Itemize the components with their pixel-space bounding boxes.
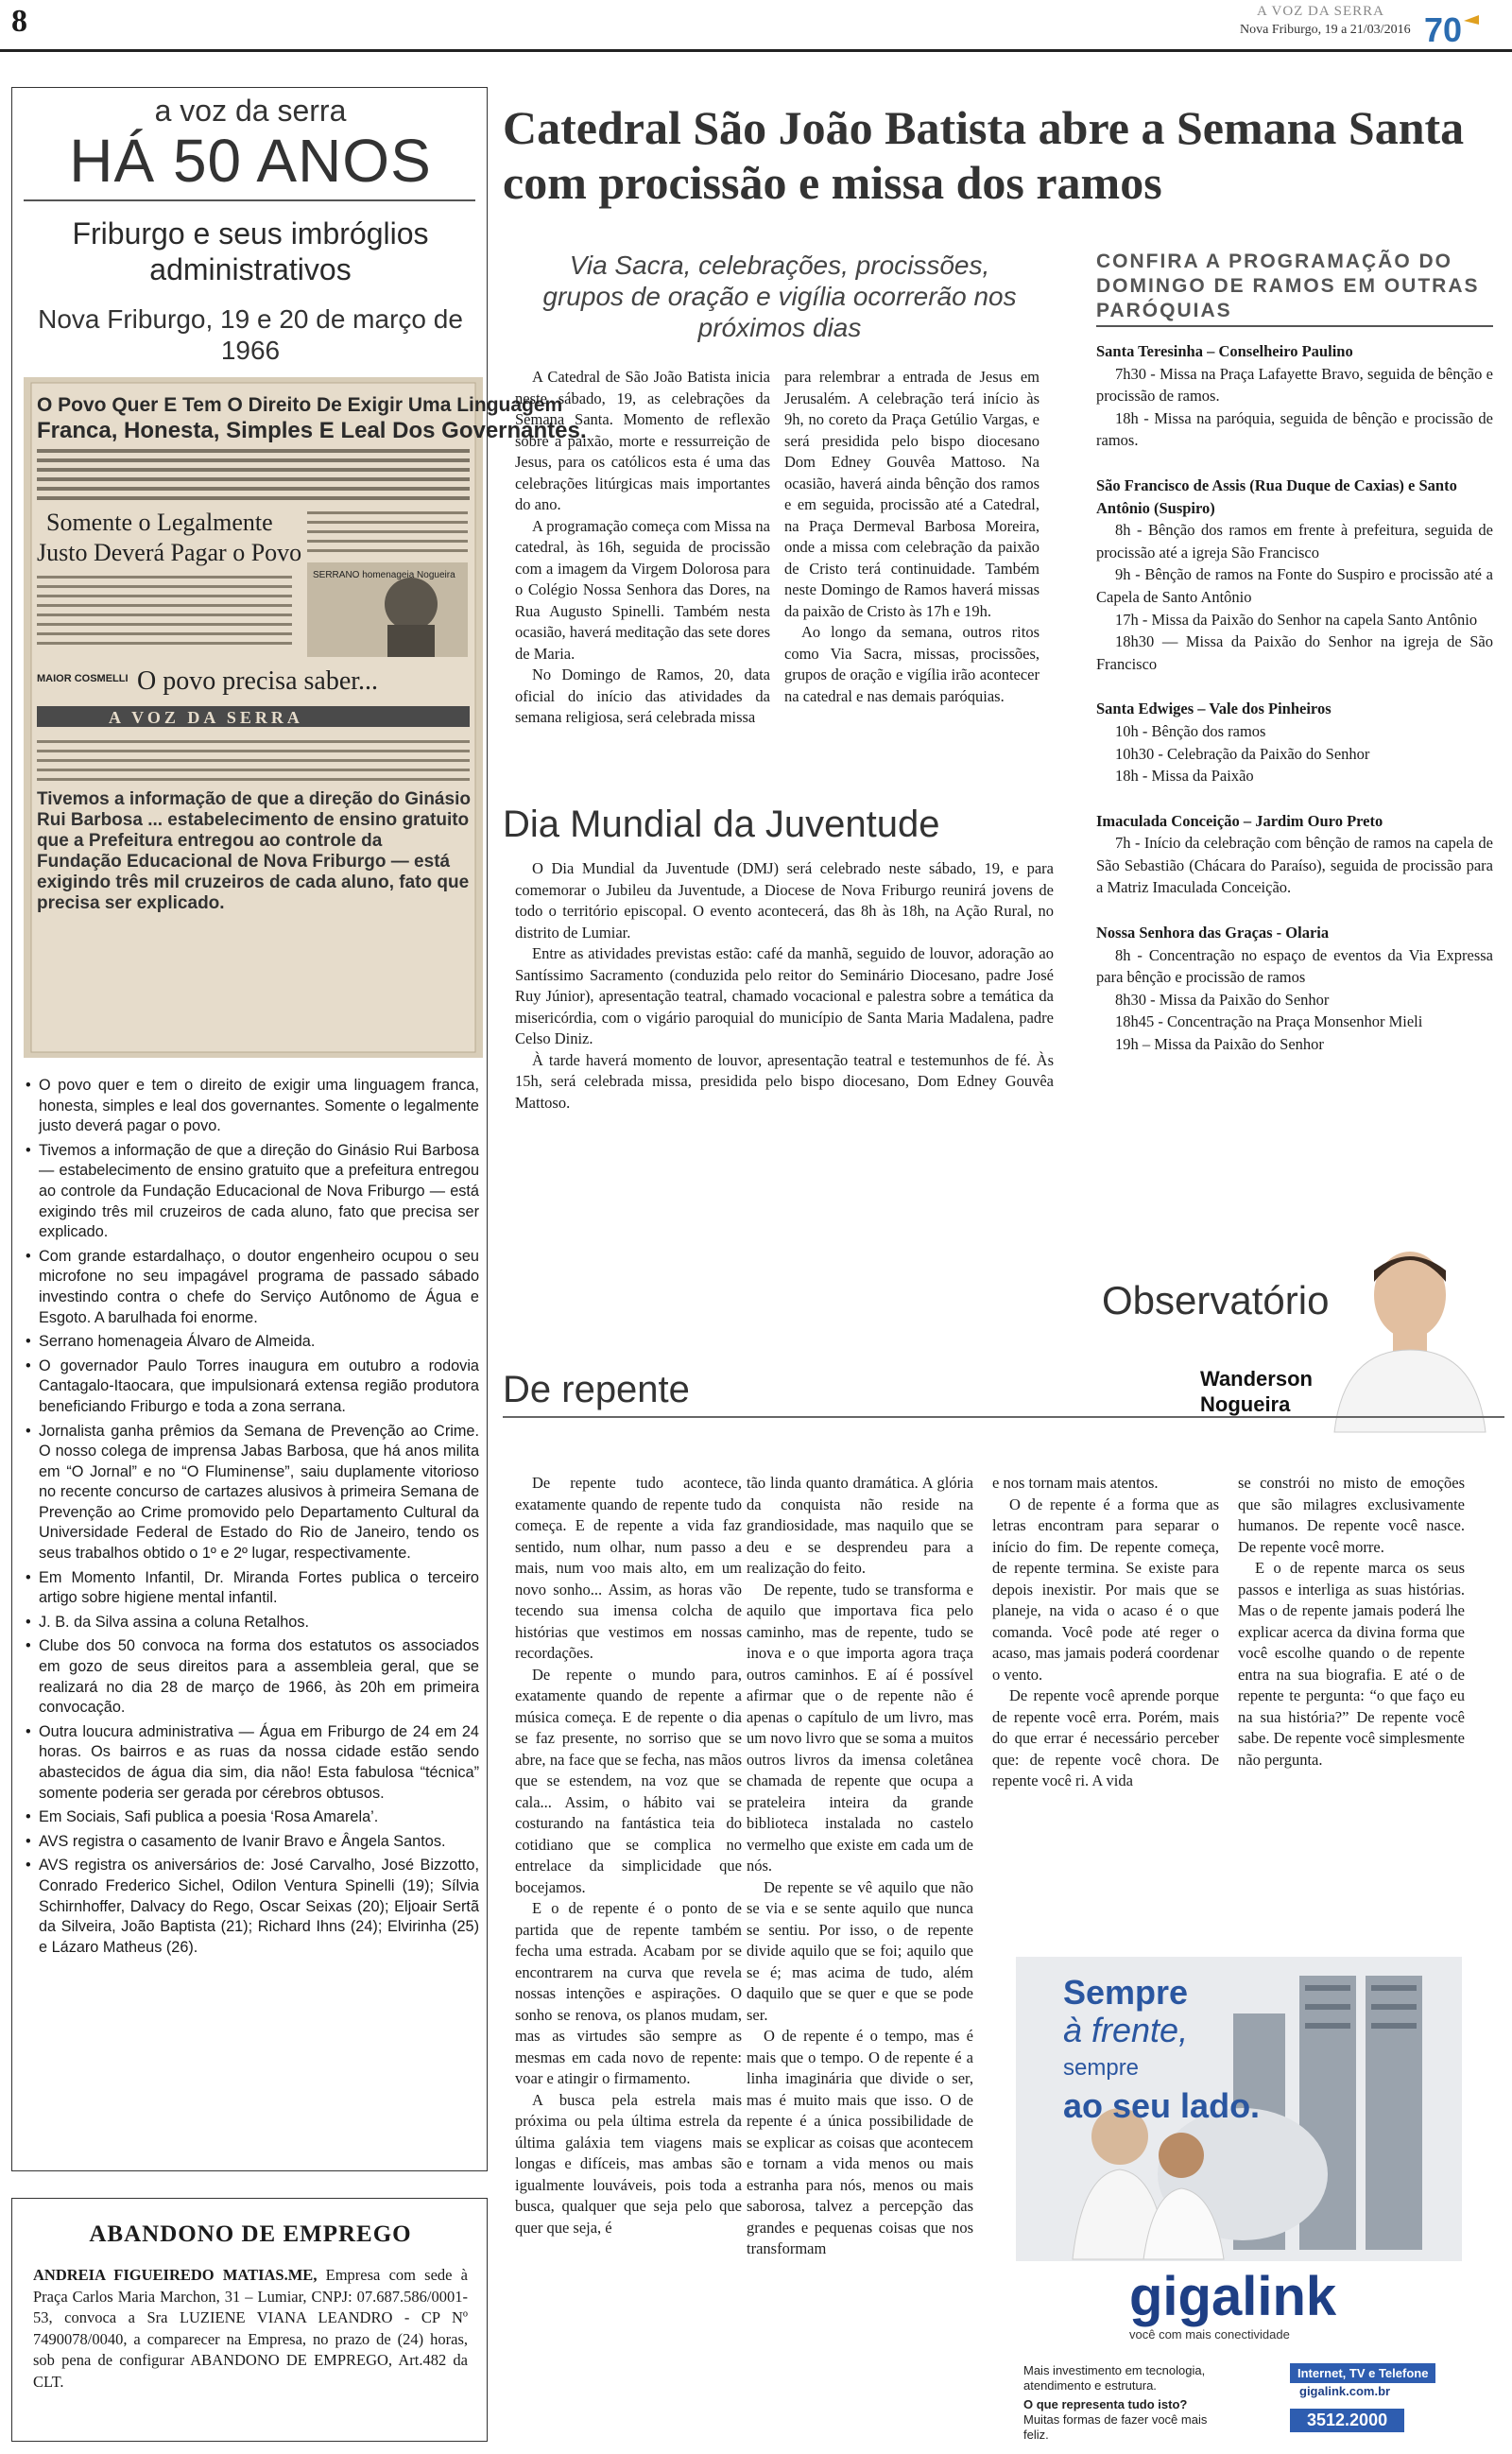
fifty-years-box	[11, 87, 587, 2171]
paragraph: tão linda quanto dramática. A glória da conquista não reside na grandiosidade, mas naquilo que se deu e se desprendeu para a realização do feito.	[747, 1474, 973, 1577]
schedule-parish: Nossa Senhora das Graças - Olaria	[1096, 924, 1330, 942]
schedule-item: 10h30 - Celebração da Paixão do Senhor	[1115, 744, 1370, 763]
gigalink-advertisement[interactable]	[1016, 1957, 1462, 2446]
schedule-item: 19h – Missa da Paixão do Senhor	[1115, 1035, 1324, 1054]
paragraph: E o de repente marca os seus passos e interliga as suas histórias. Mas o de repente jamais poderá lhe explicar acerca da divina forma que você escolhe quando o de repente entra na sua biografia. E até o de repente te pergunta: “o que faço eu na sua história?” De repente você sabe. De repente você simplesmente não pergunta.	[1238, 1559, 1465, 1769]
clipping-caption2: MAIOR COSMELLI	[37, 673, 129, 684]
fifty-years-title: HÁ 50 ANOS	[69, 127, 432, 195]
schedule-item: 10h - Bênção dos ramos	[1115, 721, 1266, 740]
ad-copy-line: Mais investimento em tecnologia, atendimento e estrutura.	[1023, 2363, 1206, 2393]
clipping-caption1: SERRANO homenageia Nogueira	[313, 570, 455, 580]
youth-day-headline: Dia Mundial da Juventude	[503, 804, 940, 845]
ad-slogan-line: ao seu lado.	[1063, 2086, 1261, 2125]
legal-notice-title: ABANDONO DE EMPREGO	[89, 2221, 412, 2247]
paragraph: se constrói no misto de emoções que são milagres exclusivamente humanos. De repente você nasce. De repente você morre.	[1238, 1474, 1465, 1556]
newspaper-name: A VOZ DA SERRA	[1257, 4, 1384, 19]
newspaper-clipping-image	[24, 377, 587, 1058]
paragraph: A Catedral de São João Batista inicia neste sábado, 19, as celebrações da Semana Santa. Momento de reflexão sobre a paixão, morte e ressurreição de Jesus, para os católicos esta é uma das celebrações litúrgicas mais importantes do ano.	[515, 368, 770, 513]
clipping-side-a: Somente o Legalmente	[46, 509, 273, 536]
edition-date: Nova Friburgo, 19 a 21/03/2016	[1240, 23, 1411, 37]
author-first-name: Wanderson	[1200, 1367, 1313, 1391]
paragraph: Entre as atividades previstas estão: café da manhã, seguido de louvor, adoração ao Santíssimo Sacramento (conduzida pelo reitor do Seminário Diocesano, padre José Ruy Júnior), apresentação teatral, chamado vocacional e palestra sobre a temática da misericórdia, com o vigário paroquial do município de Santa Maria Madalena, padre Celso Diniz.	[515, 944, 1054, 1047]
list-item: • Em Sociais, Safi publica a poesia ‘Rosa Amarela’.	[24, 1807, 479, 1828]
opinion-headline: De repente	[503, 1369, 690, 1410]
schedule-parish: São Francisco de Assis (Rua Duque de Caxias) e Santo Antônio (Suspiro)	[1096, 475, 1457, 517]
clipping-headline2: O povo precisa saber...	[137, 666, 379, 696]
paragraph: Ao longo da semana, outros ritos como Via Sacra, missas, procissões, grupos de oração e vigília irão acontecer na catedral e nas demais paróquias.	[784, 623, 1040, 705]
paragraph: De repente tudo acontece, exatamente quando de repente tudo começa. E de repente a vida faz sentido, num olhar, num passo a mais, num voo mais alto, em um novo sonho... Assim, as horas vão tecendo sua imensa colcha de histórias que vestimos em nossas recordações.	[515, 1474, 742, 1662]
paragraph: De repente você aprende porque de repente você erra. Porém, mais do que errar é necessário perceber que: de repente você chora. De repente você ri. A vida	[992, 1686, 1219, 1789]
schedule-section	[1096, 922, 1493, 1056]
opinion-column-2	[747, 1473, 973, 2260]
schedule-parish: Santa Edwiges – Vale dos Pinheiros	[1096, 700, 1332, 718]
clipping-line1: O Povo Quer E Tem O Direito De Exigir Uma Linguagem	[37, 394, 563, 416]
ad-slogan-line: à frente,	[1063, 2011, 1189, 2049]
schedule-item: 8h - Bênção dos ramos em frente à prefeitura, seguida de procissão até a igreja São Francisco	[1096, 521, 1493, 562]
paragraph: No Domingo de Ramos, 20, data oficial do início das atividades da semana religiosa, será celebrada missa	[515, 665, 770, 726]
schedule-heading: CONFIRA A PROGRAMAÇÃO DO DOMINGO DE RAMOS EM OUTRAS PARÓQUIAS	[1096, 250, 1493, 327]
author-photo	[1297, 1238, 1504, 1432]
list-item: • Jornalista ganha prêmios da Semana de Prevenção ao Crime. O nosso colega de imprensa Jabas Barbosa, que há anos milita em “O Jornal” e no “O Fluminense”, saiu duplamente vitorioso no recente concurso de cartazes alusivos à primeira Semana de Prevenção ao Crime promovido pelo Departamento Cultural da Universidade Federal de Estado do Rio de Janeiro, tendo os seus trabalhos obtido o 1º e 2º lugar, respectivamente.	[24, 1422, 479, 1564]
ad-website-link[interactable]: gigalink.com.br	[1299, 2384, 1391, 2398]
gigalink-logo: gigalink	[1129, 2266, 1337, 2327]
schedule-section	[1096, 340, 1493, 452]
schedule-item: 7h30 - Missa na Praça Lafayette Bravo, seguida de bênção e procissão de ramos.	[1096, 364, 1493, 406]
paragraph: A programação começa com Missa na catedral, às 16h, seguida de procissão com a imagem da Virgem Dolorosa para o Colégio Nossa Senhora das Dores, na Rua Augusto Spinelli. Também nesta ocasião, haverá meditação das sete dores de Maria.	[515, 516, 770, 663]
schedule-item: 8h - Concentração no espaço de eventos da Via Expressa para bênção e procissão de ramos	[1096, 945, 1493, 987]
main-article-column-2	[784, 367, 1040, 707]
list-item: • O governador Paulo Torres inaugura em outubro a rodovia Cantagalo-Itaocara, que impulsionará extensa região produtora beneficiando Friburgo e toda a zona serrana.	[24, 1357, 479, 1418]
list-item: • Serrano homenageia Álvaro de Almeida.	[24, 1332, 479, 1353]
legal-notice-body: Empresa com sede à Praça Carlos Maria Marchon, 31 – Lumiar, CNPJ: 07.687.586/0001-53, convoca a Sra LUZIENE VIANA LEANDRO - CP Nº 7490078/0040, a comparecer na Empresa, no prazo de (24) horas, sob pena de configurar ABANDONO DE EMPREGO, Art.482 da CLT.	[33, 2266, 468, 2391]
schedule-parish: Imaculada Conceição – Jardim Ouro Preto	[1096, 811, 1383, 830]
paragraph: De repente o mundo para, exatamente quando de repente a música começa. E de repente o dia se faz presente, no sorriso que se abre, na face que se fecha, nas mãos que se estendem, na voz que se cala... Assim, o hábito vai se costurando na fantástica teia do cotidiano que se complica no entrelace da simplicidade que bocejamos.	[515, 1665, 742, 1896]
anniversary-logo-text: 70	[1424, 10, 1463, 49]
list-item: • Clube dos 50 convoca na forma dos estatutos os associados em gozo de seus direitos para a assembleia geral, que se realizará no dia 28 de março de 1966, às 20h em primeira convocação.	[24, 1636, 479, 1718]
ad-copy	[1023, 2363, 1231, 2443]
paragraph: De repente se vê aquilo que não se via e se sente aquilo que nunca se sentiu. Por isso, o de repente divide aquilo que se foi; aquilo que se é; mas acima de tudo, além daquilo que se quer e que se pode ser.	[747, 1877, 973, 2024]
ad-slogan	[1063, 1974, 1260, 2125]
schedule-parish: Santa Teresinha – Conselheiro Paulino	[1096, 342, 1353, 360]
fifty-years-headline: Friburgo e seus imbróglios administrativos	[72, 216, 429, 286]
opinion-column-4	[1238, 1473, 1465, 1771]
schedule-item: 18h45 - Concentração na Praça Monsenhor Mieli	[1115, 1012, 1423, 1031]
anniversary-logo	[1422, 11, 1481, 49]
list-item: • AVS registra os aniversários de: José Carvalho, José Bizzotto, Conrado Frederico Sichel, Odilon Ventura Spinelli (19); Sílvia Schirnhoffer, Dalvacy do Rego, Oscar Seixas (20); Eljoair Sertã da Silveira, João Baptista (21); Richard Ihns (24); Elvirinha (25) e Lázaro Matheus (26).	[24, 1856, 479, 1958]
paragraph: E o de repente é o ponto de partida que de repente também fecha uma estrada. Acabam por se encontrarem na curva que revela nossas intenções e aspirações. O sonho se renova, os planos mudam, mas as virtudes são sempre as mesmas em cada novo de repente: voar e atingir o firmamento.	[515, 1899, 742, 2087]
paragraph: O de repente é a forma que as letras encontram para separar o início do fim. De repente começa, de repente termina. Se existe para depois inexistir. Por mais que se planeje, na vida o acaso é o que comanda. Você pode até reger o acaso, mas jamais poderá coordenar o vento.	[992, 1495, 1219, 1684]
gigalink-tagline: você com mais conectividade	[1129, 2327, 1290, 2342]
schedule-list	[1096, 340, 1493, 1079]
main-headline: Catedral São João Batista abre a Semana Santa com procissão e missa dos ramos	[503, 101, 1465, 209]
fifty-years-rule	[24, 199, 475, 201]
author-last-name: Nogueira	[1200, 1392, 1291, 1416]
paragraph: À tarde haverá momento de louvor, apresentação teatral e testemunhos de fé. Às 15h, será celebrada missa, presidida pelo bispo diocesano, Dom Edney Gouvêa Mattoso.	[515, 1050, 1054, 1112]
schedule-item: 7h - Início da celebração com bênção de ramos na capela de São Sebastião (Chácara do Paraíso), seguida de procissão para a Matriz Imaculada Conceição.	[1096, 834, 1493, 897]
main-article-column-1	[515, 367, 770, 729]
paragraph: De repente, tudo se transforma e aquilo que importava fica pelo caminho, mas de repente, tudo se inova e o que importa agora traça outros caminhos. E aí é possível afirmar que o de repente não é apenas o capítulo de um livro, mas um novo livro que se soma a muitos outros livros da imensa coletânea chamada de repente que ocupa a prateleira inteira da grande biblioteca instalada no castelo vermelho que existe em cada um de nós.	[747, 1580, 973, 1875]
list-item: • Em Momento Infantil, Dr. Miranda Fortes publica o terceiro artigo sobre higiene mental infantil.	[24, 1568, 479, 1609]
section-rule	[503, 1416, 1504, 1418]
schedule-item: 8h30 - Missa da Paixão do Senhor	[1115, 990, 1330, 1009]
list-item: • Tivemos a informação de que a direção do Ginásio Rui Barbosa — estabelecimento de ensino gratuito que a prefeitura entregou ao controle da Fundação Educacional de Nova Friburgo — está exigindo três mil cruzeiros de cada aluno, fato que precisa ser explicado.	[24, 1141, 479, 1243]
main-deck: Via Sacra, celebrações, procissões, grupos de oração e vigília ocorrerão nos próximos dias	[542, 251, 1017, 342]
page-number: 8	[11, 4, 27, 39]
list-item: • Outra loucura administrativa — Água em Friburgo de 24 em 24 horas. Os bairros e as ruas da nossa cidade estão sendo abastecidos de água dia sim, dia não! Esta fabulosa “técnica” somente poderia ser gerada por cérebros obtusos.	[24, 1722, 479, 1804]
schedule-item: 18h30 — Missa da Paixão do Senhor na igreja de São Francisco	[1096, 632, 1493, 673]
fifty-years-notes	[24, 1076, 479, 1961]
ad-slogan-line: sempre	[1063, 2055, 1140, 2081]
opinion-column-3	[992, 1473, 1219, 1792]
legal-notice-box	[11, 2198, 488, 2442]
clipping-story: Tivemos a informação de que a direção do Ginásio Rui Barbosa ... estabelecimento de ensino gratuito que a Prefeitura entregou ao controle da Fundação Educacional de Nova Friburgo — está exigindo três mil cruzeiros de cada aluno, fato que precisa ser explicado.	[37, 789, 471, 913]
paragraph: e nos tornam mais atentos.	[992, 1474, 1159, 1492]
legal-notice-company: ANDREIA FIGUEIREDO MATIAS.ME,	[33, 2266, 318, 2284]
author-name	[1200, 1366, 1313, 1417]
youth-day-body	[515, 858, 1054, 1114]
schedule-item: 17h - Missa da Paixão do Senhor na capela Santo Antônio	[1115, 610, 1478, 629]
opinion-column-1	[515, 1473, 742, 2238]
clipping-line2: Franca, Honesta, Simples E Leal Dos Governantes.	[37, 418, 587, 443]
schedule-section	[1096, 475, 1493, 675]
schedule-item: 18h - Missa na paróquia, seguida de bênção e procissão de ramos.	[1096, 408, 1493, 450]
legal-notice-text	[33, 2265, 468, 2393]
ad-copy-line: Muitas formas de fazer você mais feliz.	[1023, 2412, 1208, 2442]
ad-copy-line: O que representa tudo isto?	[1023, 2397, 1188, 2411]
paragraph: O Dia Mundial da Juventude (DMJ) será celebrado neste sábado, 19, e para comemorar o Jubileu da Juventude, a Diocese de Nova Friburgo reunirá jovens de todo o território episcopal. O evento acontecerá, das 8h às 18h, na Ação Rural, no distrito de Lumiar.	[515, 859, 1054, 942]
schedule-section	[1096, 698, 1493, 786]
fifty-years-kicker: a voz da serra	[154, 94, 347, 128]
header-rule	[0, 49, 1512, 52]
list-item: • AVS registra o casamento de Ivanir Bravo e Ângela Santos.	[24, 1832, 479, 1853]
schedule-item: 18h - Missa da Paixão	[1115, 767, 1254, 786]
list-item: • J. B. da Silva assina a coluna Retalhos.	[24, 1613, 479, 1633]
schedule-item: 9h - Bênção de ramos na Fonte do Suspiro e procissão até a Capela de Santo Antônio	[1096, 565, 1493, 606]
paragraph: O de repente é o tempo, mas é mais que o tempo. O de repente é a linha imaginária que divide o ser, mas é muito mais que isso. O de repente é a única possibilidade de se explicar as coisas que acontecem e tornam a vida menos ou mais estranha para nós, menos ou mais saborosa, talvez a percepção das grandes e pequenas coisas que nos transformam	[747, 2027, 973, 2257]
ad-services: Internet, TV e Telefone	[1290, 2363, 1435, 2383]
ad-slogan-line: Sempre	[1063, 1973, 1189, 2012]
paragraph: para relembrar a entrada de Jesus em Jerusalém. A celebração terá início às 9h, no coreto da Praça Getúlio Vargas, e será presidida pelo bispo diocesano Dom Edney Gouvêa Mattoso. Na ocasião, haverá ainda bênção dos ramos e em seguida, procissão até a Catedral, na Praça Dermeval Barbosa Moreira, onde a missa com celebração da paixão de Cristo terá continuidade. Também neste Domingo de Ramos haverá missas da paixão de Cristo às 17h e 19h.	[784, 368, 1040, 620]
list-item: • O povo quer e tem o direito de exigir uma linguagem franca, honesta, simples e leal dos governantes. Somente o legalmente justo deverá pagar o povo.	[24, 1076, 479, 1137]
clipping-side-b: Justo Deverá Pagar o Povo	[37, 539, 302, 566]
clipping-masthead: A VOZ DA SERRA	[109, 708, 303, 727]
column-title: Observatório	[1102, 1278, 1330, 1322]
paragraph: A busca pela estrela mais próxima ou pela última estrela da última galáxia tem viagens mais longas e difíceis, mas ambas são igualmente louváveis, pois toda a busca, qualquer que seja pelo que quer que seja, é	[515, 2090, 742, 2237]
schedule-section	[1096, 810, 1493, 899]
ad-phone: 3512.2000	[1290, 2409, 1404, 2432]
fifty-years-date: Nova Friburgo, 19 e 20 de março de 1966	[38, 304, 463, 365]
list-item: • Com grande estardalhaço, o doutor engenheiro ocupou o seu microfone no seu impagável programa de passado sábado investindo contra o chefe do Serviço Autônomo de Água e Esgoto. A barulhada foi enorme.	[24, 1247, 479, 1328]
